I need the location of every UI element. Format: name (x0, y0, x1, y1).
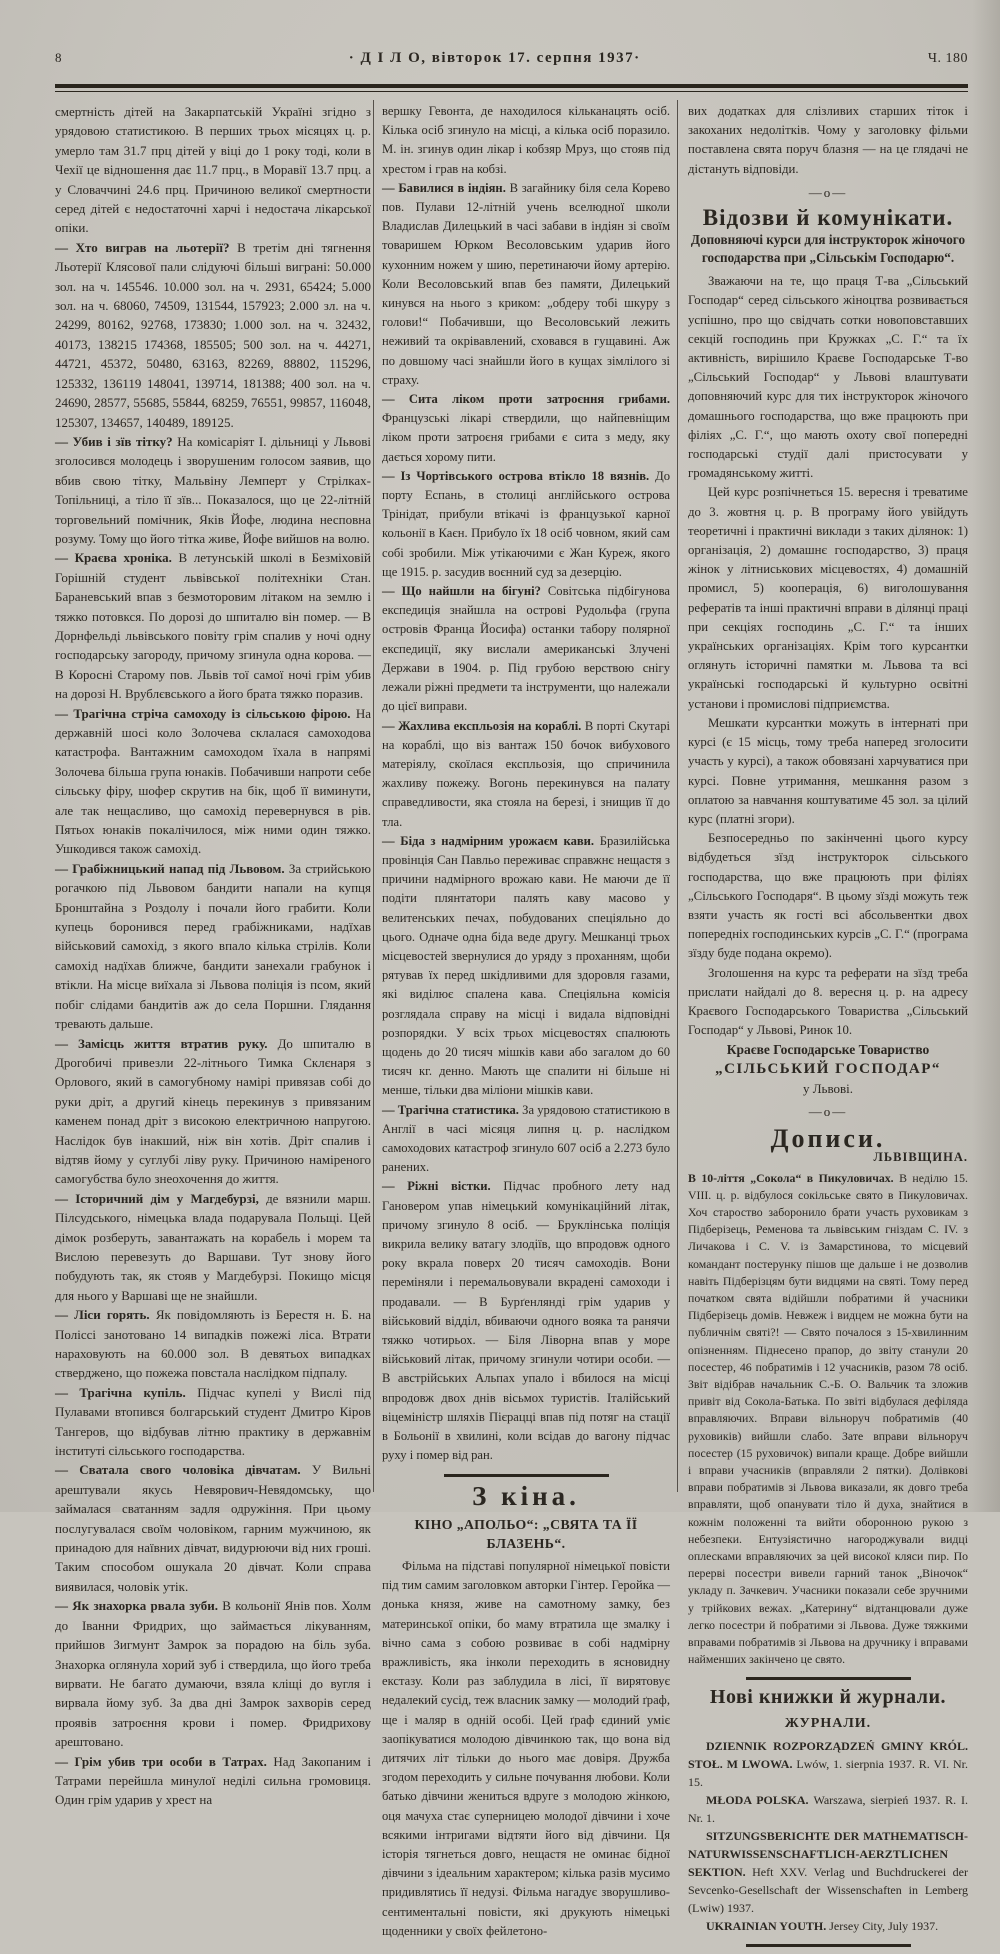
journal-entry-title: DZIENNIK ROZPORZĄDZEŃ GMINY KRÓL. STOŁ. M LWOWA. (688, 1738, 968, 1771)
ornament-divider: —о— (808, 1103, 848, 1119)
news-item-lead: — Сватала свого чоловіка дівчатам. (55, 1462, 312, 1478)
news-item (382, 390, 670, 467)
news-item-text: До порту Еспань, в столиці англійського острова Трінідат, прибули втікачі із французької карної кольонії в Каєн. Прибуло їх 18 осіб човном, який сам собі зробили. Між утікаючими є Жан Куреж, якого ще 1915. р. засудив воєнний суд за дезерцію. (382, 468, 670, 579)
journal-list (688, 1737, 968, 1935)
section-rule (746, 1944, 911, 1947)
news-item (382, 1101, 670, 1178)
news-item-lead: — Із Чортівського острова втікло 18 вязнів. (382, 468, 656, 483)
news-item-text: В загайнику біля села Корево пов. Пулави 12-літній учень вселюдної школи Владислав Дилецький в часі забави в індіян зі своїм товаришем Юрком Весоловським ударив його кухонним ножем у шию, перетинаючи йому артерію. Коли Весоловський впав без памяти, Дилецький кинувся на нього з криком: „обдеру тобі шкуру з голови!“ Побачивши, що Весоловський лежить неживий та окрівавлений, сховався в гущавині. Аж по довшому часі знайшли його в кущах зімлілого зі страху. (382, 180, 670, 387)
film-review: Фільма на підставі популярної німецької повісти під тим самим заголовком авторки Гінтер. Геройка — донька князя, живе на самотному замку, без материнської опіки, бо маму втратила ще змалку і вічно сама з собою розвиває в собі надмірну вражливість, яка інколи переходить в ясновидну екстазу. Коли раз заблудила в лісі, її вирятовує недалекий сусід, теж власник замку — молодий ґраф, ще і маляр в одній особі. Цей ґраф єдиний уміє заопікуватися молодою дівчинкою так, що вона від дитячих літ тільки до нього має довіря. Дружба згодом переходить у сильне почування любови. Коли батько дівчини жениться вдруге з молодою жінкою, оця мачуха стає суперницею молодої дівчини і хоче всякими інтригами відтяти його від дівчини. Ця історія тягнеться довго, нещастя не оминає бідної дівчини з ідеальним характером; кілька разів мусимо придивлятись її недузі. Фільма нагадує зворушливо-сентиментальні повісти, які друкують німецькі щоденники у своїх фейлетоно- (382, 1559, 670, 1938)
news-item (382, 717, 670, 832)
scan-edge-shadow (972, 0, 1000, 1512)
news-item-text: Як повідомляють із Берестя н. Б. на Поліссі занотовано 14 випадків пожежі ліса. Втрати нараховують на 60.000 зол. В девятьох випадках стверджено, що пожежа повстала наслідком підпалу. (55, 1307, 371, 1381)
journal-entry-title: SITZUNGSBERICHTE DER MATHEMATISCH-NATURWISSENSCHAFTLICH-AERZTLICHEN SEKTION. (688, 1828, 968, 1879)
column-3 (688, 102, 968, 1954)
news-item (55, 1460, 371, 1596)
news-item (382, 832, 670, 1101)
header-double-rule (55, 84, 968, 92)
vidozvy-paragraph: Цей курс розпічнеться 15. вересня і треватиме до 3. жовтня ц. р. В програму його увійдуть теоретичні і практичні виклади з таких ділянок: 1) організація, 2) домашнє господарство, 3) праця жінок у літниськових місцевостях, 4) домашній промисл, 5) кооперація, 6) виголошування рефератів та інші практичні вправи в ділянці праці при секціях господинь „С. Г.“ та інших українських організаціях. Крім того курсантки оглянуть історичні памятки м. Львова та всі українські господарські й культурно освітні установи і промислові підприємства. (688, 485, 968, 711)
section-heading-kino: З кіна. (472, 1481, 580, 1512)
journal-entry-detail: Heft XXV. Verlag und Buchdruckerei der Sevcenko-Gesellschaft der Wissenschaften in Lemberg (Lwiw) 1937. (688, 1864, 968, 1915)
signature-block (688, 1040, 968, 1098)
journal-entry (688, 1791, 968, 1827)
news-item-lead: — Хто виграв на льотерії? (55, 239, 238, 255)
news-item-lead: — Грабіжницький напад під Львовом. (55, 860, 289, 876)
news-item (382, 582, 670, 716)
section-heading-books: Нові книжки й журнали. (709, 1686, 947, 1709)
news-item (55, 1596, 371, 1751)
news-item-text: В летунській школі в Безміховій Горішній студент львівської політехніки Стан. Бараневський впав з безмоторовим літаком на землю і тяжко потовкся. По дорозі до шпиталю він помер. — В Дорнфельді львівського повіту грім спалив у ночі одну господарську загороду, причому згинула одна корова. — В Коросні Старому пов. Львів тої самої ночі грім убив на дорозі Н. Врублєвського а його брата тяжко поразив. (55, 550, 372, 702)
journal-entry-detail: Warszawa, sierpień 1937. R. I. Nr. 1. (688, 1792, 968, 1825)
journal-entry (688, 1737, 968, 1791)
ornament-divider: —о— (808, 184, 848, 200)
dopysy-item-text: В неділю 15. VIII. ц. р. відбулося сокільське свято в Пикуловичах. Хоч староство заборонило брати участь руховикам з Підберізець, Ременова та львівським гніздам С. ІV. з Личакова і С. V. із Замарстинова, то місцевий командант постерунку пішов ще дальше і не дозволив навіть Підберізцям бути видцями на святі. Тому перед початком свята відійшли побратими й учасники Підберізець домів. Невжеж і видцем не можна бути на публичнім святі?! — Свято почалося з 15-хвилинним опізненням. Піднесено прапор, до звіту станули 20 посестер, 46 побратимів і 12 учасників, разом 78 осіб. Звіт відібрав начальник С.-Б. О. Вальчик та зложив привіт від Сокола-Батька. По звіті відбулася дефіляда вправляючих. Вправи вільноруч побратимів (40 руховиків) вийшли слабо. Зате вправи вільноруч посестер (15 руховичок) випали краще. Добре вийшли і вправи учасників (вправляли 2 пятки). Долівкові вправи побратимів зі Львова виказали, як довго треба вправляти, щоб опанувати тіло й духа, знайтися в кожнім положенні та вийти оборонною рукою з небезпеки. Ентузіястично нагороджували видці оплесками вправляючих за цей високої кляси пир. По перерві посестри вивели гарний танок „Віночок“ укладу п. Зачкевич. Учасники показали себе зручними у трійкових вежах. „Катерину“ відтанцювали дуже легко посестри й побратими зі Львова. Дуже тяжкими вправами побратимів зі Львова на дручнику і вправами найменших закінчено це свято. (688, 1170, 968, 1667)
news-item-text: Французські лікарі ствердили, що найпевніщим ліком проти затроєня грибами є сита з меду, яку дається хорому пити. (382, 411, 670, 464)
news-item-text: Совітська підбігунова експедиція знайшла на острові Рудольфа (група островів Франца Йосифа) останки табору полярної експедиції, яку вислали американські Злучені Держави в 1904. р. Під грубою верствою снігу лежали ріжні предмети та інструменти, що належали до цієї виправи. (382, 584, 670, 714)
news-item-text: За урядовою статистикою в Англії в часі місяця липня ц. р. наслідком самоходових катастроф згинуло 607 осіб а 2.273 було ранених. (382, 1102, 670, 1175)
column-divider-1 (373, 100, 374, 1492)
section-rule (444, 1474, 609, 1477)
news-item (55, 1305, 371, 1383)
dopysy-item (688, 1170, 968, 1669)
news-item-lead: — Ріжні вістки. (382, 1179, 504, 1194)
news-item-lead: — Убив і зїв тітку? (55, 433, 178, 449)
news-item (382, 179, 670, 390)
news-item (55, 1383, 371, 1461)
column-2 (382, 102, 670, 1941)
journal-entry-detail: Lwów, 1. sierpnia 1937. R. VI. Nr. 15. (688, 1756, 968, 1789)
news-item-lead: — Як знахорка рвала зуби. (55, 1598, 223, 1614)
news-item-text: За стрийською рогачкою під Львовом бандити напали на купця Бронштайна з Роздолу і почали його грабити. Коли купець боронився перед грабіжниками, надїхав військовий самохід, з якого впало кілька стрілів. Коли самохід надїхав ближче, бандити занехали грабунок і втікли. На місце виїхала зі Львова поліція із псом, який побіг слідами бандитів аж до села Поршни. Глядання тревають дальше. (55, 860, 372, 1032)
news-item (382, 467, 670, 582)
news-item-lead: — Грім убив три особи в Татрах. (55, 1753, 274, 1769)
journal-entry-detail: Jersey City, July 1937. (829, 1918, 939, 1933)
news-item-text: До шпиталю в Дрогобичі привезли 22-літнього Тимка Склєнаря з Орлового, який в самогубному намірі привязав собі до руки дріт, а другий кінець перекинув з привязаним каменем понад дріт з високою електричною напругою. Наслідок був інакший, ніж він хотів. Дріт спалив і відтяв йому у суглубі ліву руку. Причиною наміреного самогубства було знеохочення до життя. (55, 1035, 371, 1187)
news-item-text: В третім дні тягнення Льотерії Клясової пали слідуючі більші виграні: 50.000 зол. на ч. 145546. 10.000 зол. на ч. 2931, 65424; 5.000 зол. на ч. 68060, 74509, 131544, 157923; 2.000 зл. на ч. 24299, 80162, 92768, 173830; 1.000 зол. на ч. 32432, 40173, 138215 174368, 185505; 500 зол. на ч. 44271, 44721, 45372, 50480, 63163, 82269, 88802, 115296, 125332, 136119 148041, 139714, 181388; 400 зол. на ч. 24690, 28577, 55685, 55844, 68259, 76551, 99857, 116048, 125307, 134657, 140489, 189125. (55, 239, 371, 430)
signature-place: у Львові. (802, 1080, 854, 1096)
news-item-lead: — Жахлива експльозія на кораблі. (382, 718, 585, 733)
news-item-text: В порті Скутарі на кораблі, що віз вантаж 150 бочок вибухового матеріялу, скоїлася експльозія, що спричинила жахливу пожежу. Вогонь перекинувся на палату справедливости, яка стояла на березі, і знищив її до тла. (382, 718, 671, 829)
news-item (55, 1752, 371, 1810)
vidozvy-paragraph: Безпосередньо по закінченні цього курсу відбудеться зїзд інструкторок сільського господарства, що вже працюють при філіях „Сільського Господаря“. В цьому зїзді можуть теж взяти участь як гості всі абсольвентки двох попередніх господинських курсів „С. Г.“ (програма зїзду буде подана окремо). (688, 831, 968, 961)
page-number: 8 (55, 50, 62, 65)
news-item (382, 1177, 670, 1465)
news-item-text: Підчас пробного лету над Гановером упав німецький комунікаційний літак, причому згинуло 8 осіб. — Бруклінська поліція викрила велику ватагу злодіїв, що впродовж одного року вкрала поверх 20 тисяч самоходів. Вони переміняли і перемальовували вкрадені самоходи і продавали. — В Бурґенлянді грім ударив у військовий відділ, вбиваючи одного вояка та ранячи тяжко чотирьох. — Біля Ліворна впав у море військовий літак, причому згинули чотири особи. — В австрійських Альпах упало і вбилося на місці впродовж двох днів вісьмох туристів. Італійський віцеміністр шляхів Пієрацці впав під потяг на стації в Больонії в хвилині, коли всідав до вагону підчас руху і помер від ран. (382, 1179, 670, 1463)
journal-entry (688, 1827, 968, 1917)
news-item-text: У Вильні арештували якусь Невярович-Невядомську, що займалася сватанням задля одружіння. При цьому послугувалася своїм чоловіком, гарним мужчиною, як принадою для наївних дівчат, видурюючи від них гроші. Таким способом ошукала 20 дівчат. Коли справа виявилася, чоловік утік. (55, 1462, 371, 1594)
journal-entry-title: UKRAINIAN YOUTH. (706, 1918, 830, 1933)
film-review-continued: вих додатках для слізливих старших тіток і закоханих недолітків. Чому у заголовку фільми поставлена свята поруч блазня — на це глядачі не дістануть відповіди. (688, 104, 968, 176)
dopysy-item-lead: В 10-ліття „Сокола“ в Пикуловичах. (688, 1170, 900, 1185)
news-item-lead: — Бавилися в індіян. (382, 180, 510, 195)
issue-number: Ч. 180 (927, 51, 968, 66)
section-heading-vidozvy: Відозви й комунікати. (702, 205, 954, 231)
section-rule (746, 1677, 911, 1680)
masthead-title: · Д І Л О, вівторок 17. серпня 1937· (348, 50, 641, 66)
journal-entry-title: MŁODA POLSKA. (706, 1792, 814, 1807)
column-divider-2 (677, 100, 678, 1492)
news-item-continued: смертність дітей на Закарпатській Україні згідно з урядовою статистикою. В перших трьох місяцях ц. р. умерло там 31.7 прц дітей у віці до 1 року тоді, коли в Чехії це відношення дає 11.7 прц., в Моравії 13.7 прц. а у Словаччині 24.6 прц. Причиною великої смертности серед дітей є недостаточні харчі і недостача лікарської опіки. (55, 104, 371, 236)
news-item-lead: — Біда з надмірним урожаєм кави. (382, 833, 600, 848)
region-label: ЛЬВІВЩИНА. (873, 1150, 968, 1165)
journal-entry (688, 1917, 968, 1935)
news-item-continued: вершку Гевонта, де находилося кільканацять осіб. Кілька осіб згинуло на місці, а кілька осіб поразило. М. ін. згинув один лікар і кобзяр Мруз, що стояв під хрестом і грав на кобзі. (382, 104, 670, 176)
news-item-lead: — Ліси горять. (55, 1307, 156, 1323)
news-item (55, 238, 371, 432)
vidozvy-paragraph: Мешкати курсантки можуть в інтернаті при курсі (є 15 місць, тому треба наперед зголосити участь у курсі), а також обовязані харчуватися при курсі. Повне утримання, мешкання разом з оплатою за навчання коштуватиме 45 зол. за цілий курс (платні згори). (688, 715, 968, 826)
news-item-text: Бразилійська провінція Сан Павльо переживає справжнє нещастя з причини надмірного врожаю кави. Не маючи де її подіти плянтатори палять каву масово у велитенських печах, побудованих спеціяльно до цього. Одначе одна біда веде другу. Мешканці трьох місцевостей звернулися до уряду з проханням, щоби рятував їх перед шкідливими для здоровля газами, які виділює спалена кава. Спеціяльна комісія розглядала справу на місці і видала відповідні розпорядки. У всіх трьох місцевостях спалюють щодень до 20 тисяч мішків кави або загалом до 60 тисяч кг. денно. Мають ще спалити ні більше ні менше, тільки два міліони мішків кави. (382, 833, 670, 1098)
news-item-text: Підчас купелі у Вислі під Пулавами втопився болгарський студент Дмитро Кіров Тангеров, що відбував літню практику в державнім інституті сільського господарства. (55, 1384, 371, 1459)
news-item-text: На комісаріят І. дільниці у Львові зголосився молодець і зворушеним голосом заявив, що вбив свою тітку, Мальвіну Лемперт у Стрілках-Топільниці, а тіло її зїв... Показалося, що це 22-літній торговельний помічник, Яків Йофе, людина несповна розуму. Тому що його тітка живе, Йофе вийшов на волю. (55, 433, 372, 546)
kino-subheading: КІНО „АПОЛЬО“: „СВЯТА ТА ЇЇ БЛАЗЕНЬ“. (414, 1516, 638, 1551)
news-item (55, 1034, 371, 1189)
news-item (55, 1189, 371, 1305)
news-item (55, 548, 371, 703)
news-item-lead: — Замісць життя втратив руку. (55, 1035, 278, 1051)
news-item-lead: — Трагічна купіль. (55, 1384, 198, 1400)
page-header (55, 50, 968, 67)
news-item (55, 432, 371, 548)
news-item (55, 859, 371, 1034)
signature-name: „СІЛЬСЬКИЙ ГОСПОДАР“ (715, 1060, 941, 1077)
news-item-lead: — Трагічна стріча самоходу із сільською фірою. (55, 705, 356, 721)
vidozvy-subheading: Доповняючі курси для інструкторок жіночого господарства при „Сільськім Господарю“. (690, 232, 966, 265)
news-item-lead: — Сита ліком проти затроєння грибами. (382, 392, 670, 407)
news-item-text: На державній шосі коло Золочева склалася самоходова катастрофа. Вантажним самоходом їхала в напрямі Золочева більша група юнаків. Побачивши напроти себе сільську фіру, шофер скрутив на бік, щоб її виминути, але так нещасливо, що самохід перевернувся в рів. Пятьох юнаків покалічилося, між ними один тяжко. Ушкодився також самохід. (55, 705, 371, 857)
news-item-text: де вязнили марш. Пілсудського, німецька влада подарувала Польщі. Цей дімок розберуть, завантажать на корабель і морем та Вислою перевезуть до Варшави. Тут знову його побудують так, як стояв у Магдебурзі. Покищо місця для нього у Варшаві ще не знайшли. (55, 1190, 371, 1303)
news-item-lead: — Історичний дім у Магдебурзі, (55, 1190, 267, 1206)
signature-org: Краєве Господарське Товариство (726, 1042, 930, 1058)
vidozvy-paragraph: Зголошення на курс та реферати на зїзд треба прислати найдалі до 8. вересня ц. р. на адресу Краєвого Господарського Товариства „Сільський Господар“ у Львові, Ринок 10. (688, 965, 968, 1038)
news-item-lead: — Трагічна статистика. (382, 1102, 523, 1117)
news-item (55, 704, 371, 859)
section-heading-dopysy: Дописи. (770, 1124, 886, 1154)
news-item-lead: — Що найшли на бігуні? (382, 584, 548, 599)
news-item-lead: — Краєва хроніка. (55, 550, 179, 566)
news-item-text: В кольонії Янів пов. Холм до Іванни Фридрих, що займається лікуванням, прийшов Зигмунт Замрок за порадою на біль зуба. Знахорка оглянула хорий зуб і ствердила, що його треба вирвати. Не багато думаючи, взяла кліщі до вугля і вирвала йому зуб. За два дні Замрок захворів серед проявів затроєння крови і помер. Фридрихову арештовано. (55, 1598, 371, 1750)
column-1 (55, 102, 371, 1810)
books-subheading: ЖУРНАЛИ. (784, 1715, 872, 1731)
vidozvy-paragraph: Зважаючи на те, що праця Т-ва „Сільський Господар“ серед сільського жіноцтва розвивається успішно, про що свідчать сотки новоповставших секцій господинь при Кружках „С. Г.“ та їх активність, вирішило Краєве Господарське Т-во „Сільський Господар“ у Львові влаштувати доповняючий курс для тих інструкторок жіночого домашнього господарства, що вже працюють при філіях „С. Г.“, що мають охоту свої попередні господарські студії далі пристосувати у громадянському житті. (688, 274, 968, 481)
news-item-text: Над Закопаним і Татрами перейшла минулої неділі сильна громовиця. Один грім ударив у хрест на (55, 1753, 371, 1808)
